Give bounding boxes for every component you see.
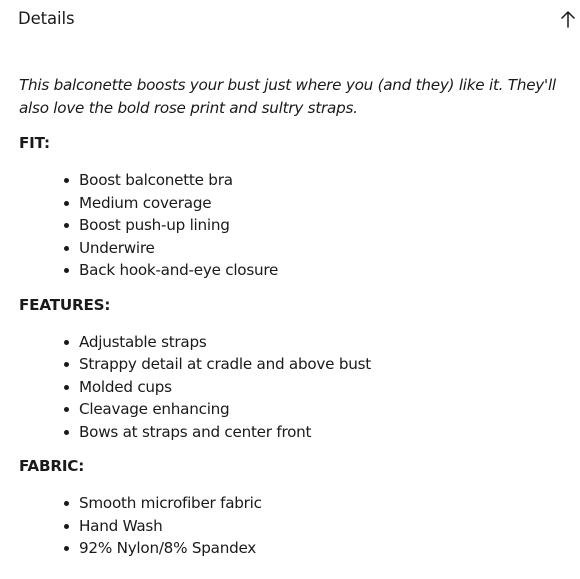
list-item: Strappy detail at cradle and above bust bbox=[79, 353, 569, 376]
list-item: Hand Wash bbox=[79, 515, 569, 538]
section-title-fit: FIT: bbox=[19, 134, 50, 152]
product-description: This balconette boosts your bust just where you (and they) like it. They'll also love the bold rose print and sultry straps. bbox=[19, 76, 556, 117]
section-title-fabric: FABRIC: bbox=[19, 457, 85, 475]
features-list bbox=[19, 331, 569, 444]
fabric-list bbox=[19, 492, 569, 560]
list-item: Smooth microfiber fabric bbox=[79, 492, 569, 515]
list-item: Back hook-and-eye closure bbox=[79, 259, 569, 282]
list-item: Underwire bbox=[79, 237, 569, 260]
list-item: Bows at straps and center front bbox=[79, 421, 569, 444]
list-item: Molded cups bbox=[79, 376, 569, 399]
collapse-button[interactable] bbox=[558, 8, 578, 30]
fit-list bbox=[19, 169, 569, 282]
list-item: 92% Nylon/8% Spandex bbox=[79, 537, 569, 560]
details-accordion-header[interactable] bbox=[18, 8, 578, 32]
list-item: Boost push-up lining bbox=[79, 214, 569, 237]
section-title-features: FEATURES: bbox=[19, 295, 111, 314]
list-item: Boost balconette bra bbox=[79, 169, 569, 192]
details-title: Details bbox=[18, 9, 75, 28]
arrow-up-icon bbox=[561, 10, 575, 28]
list-item: Cleavage enhancing bbox=[79, 398, 569, 421]
list-item: Medium coverage bbox=[79, 192, 569, 215]
details-content bbox=[19, 74, 569, 572]
list-item: Adjustable straps bbox=[79, 331, 569, 354]
